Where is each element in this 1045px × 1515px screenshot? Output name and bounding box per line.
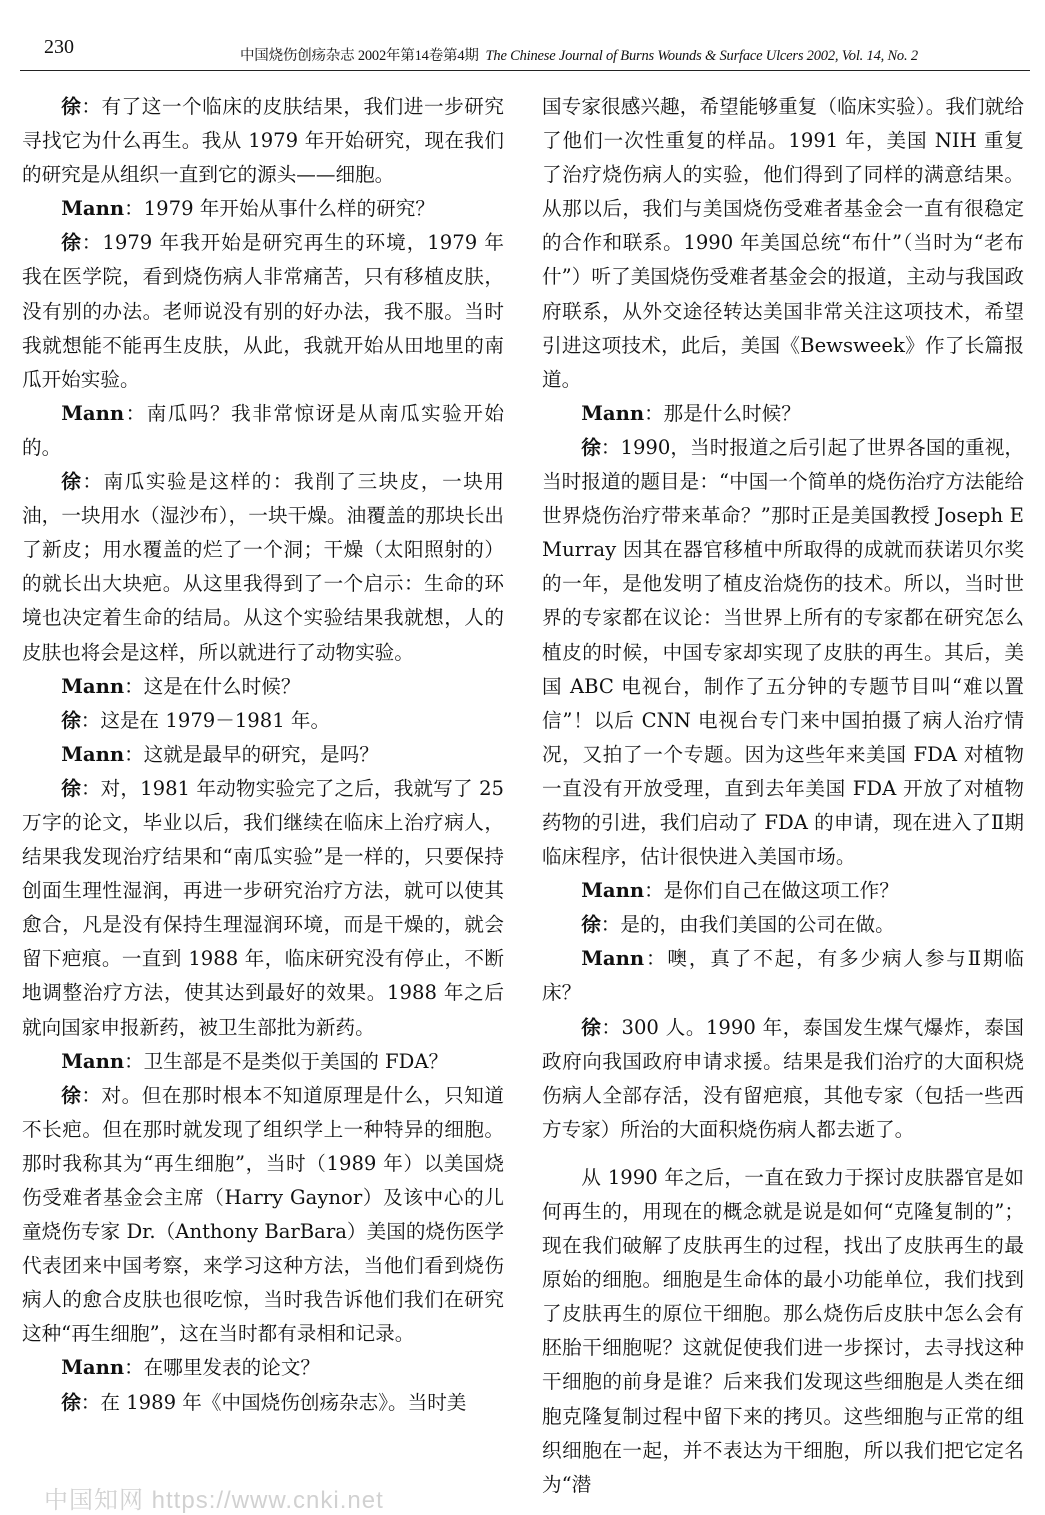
speaker-label: 徐 [61, 470, 83, 494]
paragraph [22, 1045, 504, 1079]
paragraph [22, 738, 504, 772]
paragraph-text: 从 1990 年之后，一直在致力于探讨皮肤器官是如何再生的，用现在的概念就是说是如何“克隆复制的”；现在我们破解了皮肤再生的过程，找出了皮肤再生的最原始的细胞。细胞是生命体的最小功能单位，我们找到了皮肤再生的原位干细胞。那么烧伤后皮肤中怎么会有胚胎干细胞呢？这就促使我们进一步探讨，去寻找这种干细胞的前身是谁？后来我们发现这些细胞是人类在细胞克隆复制过程中留下来的拷贝。这些细胞与正常的组织细胞在一起，并不表达为干细胞，所以我们把它定名为“潜 [542, 1165, 1024, 1496]
page-header [0, 0, 1045, 80]
left-column [22, 90, 504, 1420]
paragraph-text: ：那是什么时候？ [644, 401, 801, 425]
speaker-label: Mann [581, 401, 645, 425]
paragraph [22, 1079, 504, 1352]
paragraph-text: ：在哪里发表的论文？ [124, 1356, 321, 1380]
paragraph [22, 90, 504, 192]
paragraph [542, 431, 1024, 874]
paragraph-text: ：在 1989 年《中国烧伤创疡杂志》。当时美 [80, 1390, 467, 1414]
paragraph-text: 国专家很感兴趣，希望能够重复（临床实验）。我们就给了他们一次性重复的样品。1991 年，美国 NIH 重复了治疗烧伤病人的实验，他们得到了同样的满意结果。从那以后，我们与美国烧伤受难者基金会一直有很稳定的合作和联系。1990 年美国总统“布什”（当时为“老布什”）听了美国烧伤受难者基金会的报道，主动与我国政府联系，从外交途径转达美国非常关注这项技术，希望引进这项技术，此后，美国《Bewsweek》作了长篇报道。 [542, 95, 1024, 391]
speaker-label: 徐 [61, 708, 81, 732]
speaker-label: Mann [61, 674, 125, 698]
speaker-label: 徐 [61, 776, 81, 800]
paragraph [542, 1011, 1024, 1147]
speaker-label: Mann [581, 879, 645, 903]
paragraph [22, 670, 504, 704]
paragraph [22, 772, 504, 1045]
journal-running-head [240, 44, 918, 65]
paragraph-text: ：1979 年开始从事什么样的研究？ [124, 197, 435, 221]
speaker-label: Mann [61, 401, 125, 425]
paragraph [542, 908, 1024, 942]
paragraph-text: ：300 人。1990 年，泰国发生煤气爆炸，泰国政府向我国政府申请求援。结果是我们治疗的大面积烧伤病人全部存活，没有留疤痕，其他专家（包括一些西方专家）所治的大面积烧伤病人都去逝了。 [542, 1015, 1024, 1141]
paragraph-text: ：有了这一个临床的皮肤结果，我们进一步研究寻找它为什么再生。我从 1979 年开始研究，现在我们的研究是从组织一直到它的源头——细胞。 [22, 95, 505, 187]
right-column [542, 90, 1024, 1502]
speaker-label: 徐 [581, 1015, 602, 1039]
page-number: 230 [44, 36, 74, 58]
paragraph [22, 397, 504, 465]
paragraph-text: ：南瓜吗？我非常惊讶是从南瓜实验开始的。 [22, 401, 504, 459]
paragraph-text: ：南瓜实验是这样的：我削了三块皮，一块用油，一块用水（湿沙布），一块干燥。油覆盖的那块长出了新皮；用水覆盖的烂了一个洞；干燥（太阳照射的）的就长出大块疤。从这里我得到了一个启示：生命的环境也决定着生命的结局。从这个实验结果我就想，人的皮肤也将会是这样，所以就进行了动物实验。 [22, 470, 505, 664]
speaker-label: 徐 [61, 95, 82, 118]
paragraph [22, 704, 504, 738]
speaker-label: Mann [61, 1049, 125, 1073]
paragraph [542, 874, 1024, 908]
paragraph-text: ：这是在什么时候？ [124, 674, 301, 698]
paragraph [22, 192, 504, 226]
paragraph [542, 1161, 1024, 1502]
paragraph [22, 1386, 504, 1420]
paragraph-text: ：噢，真了不起，有多少病人参与Ⅱ期临床？ [542, 947, 1024, 1005]
paragraph [542, 90, 1024, 397]
paragraph [542, 942, 1024, 1010]
speaker-label: Mann [581, 947, 645, 971]
paragraph-text: ：1990，当时报道之后引起了世界各国的重视，当时报道的题目是：“中国一个简单的烧伤治疗方法能给世界烧伤治疗带来革命？”那时正是美国教授 Joseph E Murray 因其在器官移植中所取得的成就而获诺贝尔奖的一年，是他发明了植皮治烧伤的技术。所以，当时世界的专家都在议论：当世界上所有的专家都在研究怎么植皮的时候，中国专家却实现了皮肤的再生。其后，美国 ABC 电视台，制作了五分钟的专题节目叫“难以置信”！以后 CNN 电视台专门来中国拍摄了病人治疗情况，又拍了一个专题。因为这些年来美国 FDA 对植物一直没有开放受理，直到去年美国 FDA 开放了对植物药物的引进，我们启动了 FDA 的申请，现在进入了Ⅱ期临床程序，估计很快进入美国市场。 [542, 435, 1024, 869]
paragraph [22, 226, 504, 396]
paragraph-text: ：这是在 1979－1981 年。 [80, 708, 331, 732]
journal-title-en: The Chinese Journal of Burns Wounds & Surface Ulcers 2002, Vol. 14, No. 2 [485, 48, 918, 64]
speaker-label: Mann [61, 197, 125, 221]
paragraph-text: ：这就是最早的研究，是吗？ [124, 742, 379, 766]
paragraph-text: ：是的，由我们美国的公司在做。 [600, 913, 895, 937]
paragraph-text: ：1979 年我开始是研究再生的环境，1979 年我在医学院，看到烧伤病人非常痛苦，只有移植皮肤，没有别的办法。老师说没有别的好办法，我不服。当时我就想能不能再生皮肤，从此，我就开始从田地里的南瓜开始实验。 [22, 231, 505, 391]
paragraph [22, 1351, 504, 1385]
paragraph-text: ：对。但在那时根本不知道原理是什么，只知道不长疤。但在那时就发现了组织学上一种特异的细胞。那时我称其为“再生细胞”，当时（1989 年）以美国烧伤受难者基金会主席（Harry Gaynor）及该中心的儿童烧伤专家 Dr.（Anthony BarBara）美国的烧伤医学代表团来中国考察，来学习这种方法，当他们看到烧伤病人的愈合皮肤也很吃惊，当时我告诉他们我们在研究这种“再生细胞”，这在当时都有录相和记录。 [22, 1083, 505, 1346]
paragraph [22, 465, 504, 670]
speaker-label: 徐 [581, 913, 601, 937]
paragraph-text: ：是你们自己在做这项工作？ [644, 879, 899, 903]
header-rule [20, 70, 1030, 71]
paragraph [542, 397, 1024, 431]
journal-title-cn: 中国烧伤创疡杂志 2002年第14卷第4期 [240, 48, 479, 64]
speaker-label: 徐 [61, 1083, 82, 1107]
speaker-label: 徐 [581, 435, 601, 459]
speaker-label: 徐 [61, 1390, 81, 1414]
paragraph-text: ：对，1981 年动物实验完了之后，我就写了 25 万字的论文，毕业以后，我们继续在临床上治疗病人，结果我发现治疗结果和“南瓜实验”是一样的，只要保持创面生理性湿润，再进一步研究治疗方法，就可以使其愈合，凡是没有保持生理湿润环境，而是干燥的，就会留下疤痕。一直到 1988 年，临床研究没有停止，不断地调整治疗方法，使其达到最好的效果。1988 年之后就向国家申报新药，被卫生部批为新药。 [22, 776, 505, 1039]
speaker-label: Mann [61, 742, 125, 766]
speaker-label: 徐 [61, 231, 82, 255]
paragraph-text: ：卫生部是不是类似于美国的 FDA？ [124, 1049, 449, 1073]
cnki-watermark: 中国知网 https://www.cnki.net [44, 1487, 384, 1514]
speaker-label: Mann [61, 1356, 125, 1380]
